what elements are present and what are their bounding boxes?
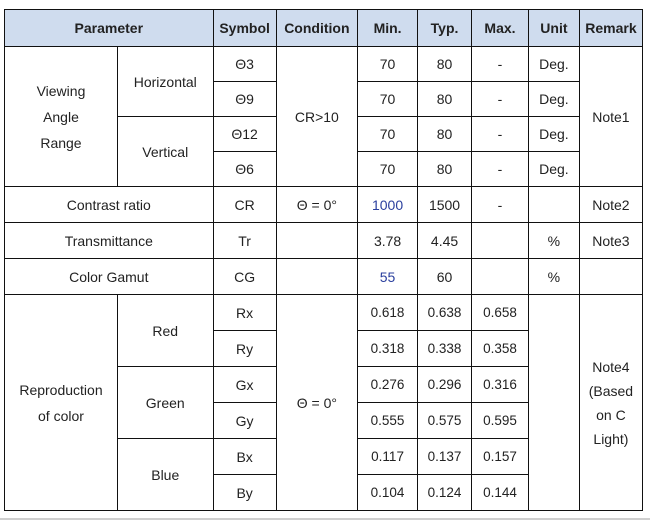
reproduction-condition: Θ = 0° [276,295,357,511]
max-cell: 0.358 [472,331,529,367]
min-cell: 0.555 [358,403,418,439]
typ-cell: 0.296 [418,367,472,403]
unit-cell [528,295,579,511]
unit-cell [528,187,579,223]
remark-cell: Note3 [579,223,642,259]
table-row [5,223,643,259]
min-cell: 55 [358,259,418,295]
header-condition: Condition [276,10,357,47]
typ-cell: 80 [418,117,472,152]
min-cell: 70 [358,117,418,152]
reproduction-remark: Note4 (Based on C Light) [579,295,642,511]
symbol-cell: Ry [213,331,276,367]
header-unit: Unit [528,10,579,47]
typ-cell: 0.338 [418,331,472,367]
max-cell: - [472,47,529,82]
viewing-remark: Note1 [579,47,642,187]
table-row [5,295,643,331]
header-max: Max. [472,10,529,47]
viewing-angle-label: Viewing Angle Range [5,47,118,187]
transmittance-label: Transmittance [5,223,214,259]
red-label: Red [117,295,213,367]
min-cell: 0.618 [358,295,418,331]
table-row [5,47,643,82]
remark-cell [579,259,642,295]
header-symbol: Symbol [213,10,276,47]
table-row [5,187,643,223]
header-min: Min. [358,10,418,47]
unit-cell: % [528,259,579,295]
max-cell: 0.157 [472,439,529,475]
symbol-cell: Gy [213,403,276,439]
typ-cell: 0.575 [418,403,472,439]
table-row [5,259,643,295]
header-remark: Remark [579,10,642,47]
header-parameter: Parameter [5,10,214,47]
max-cell: 0.316 [472,367,529,403]
unit-cell: Deg. [528,152,579,187]
min-cell: 70 [358,152,418,187]
typ-cell: 0.638 [418,295,472,331]
unit-cell: Deg. [528,117,579,152]
blue-label: Blue [117,439,213,511]
typ-cell: 80 [418,152,472,187]
symbol-cell: Bx [213,439,276,475]
typ-cell: 4.45 [418,223,472,259]
remark-cell: Note2 [579,187,642,223]
unit-cell: % [528,223,579,259]
max-cell: - [472,117,529,152]
unit-cell: Deg. [528,82,579,117]
symbol-cell: Tr [213,223,276,259]
symbol-cell: CG [213,259,276,295]
max-cell [472,223,529,259]
min-cell: 1000 [358,187,418,223]
min-cell: 70 [358,82,418,117]
header-row [5,10,643,47]
typ-cell: 0.137 [418,439,472,475]
symbol-cell: Θ6 [213,152,276,187]
typ-cell: 80 [418,82,472,117]
max-cell: - [472,82,529,117]
symbol-cell: Θ3 [213,47,276,82]
vertical-label: Vertical [117,117,213,187]
condition-cell [276,223,357,259]
condition-cell [276,259,357,295]
green-label: Green [117,367,213,439]
typ-cell: 60 [418,259,472,295]
min-cell: 0.104 [358,475,418,511]
min-cell: 0.276 [358,367,418,403]
max-cell: 0.595 [472,403,529,439]
reproduction-label: Reproduction of color [5,295,118,511]
bottom-divider [0,518,650,520]
symbol-cell: Rx [213,295,276,331]
max-cell [472,259,529,295]
horizontal-label: Horizontal [117,47,213,117]
typ-cell: 80 [418,47,472,82]
gamut-label: Color Gamut [5,259,214,295]
contrast-label: Contrast ratio [5,187,214,223]
min-cell: 70 [358,47,418,82]
max-cell: 0.144 [472,475,529,511]
max-cell: - [472,152,529,187]
typ-cell: 0.124 [418,475,472,511]
viewing-condition: CR>10 [276,47,357,187]
min-cell: 0.117 [358,439,418,475]
header-typ: Typ. [418,10,472,47]
min-cell: 0.318 [358,331,418,367]
symbol-cell: By [213,475,276,511]
optical-spec-table [4,9,643,511]
max-cell: - [472,187,529,223]
symbol-cell: Gx [213,367,276,403]
symbol-cell: CR [213,187,276,223]
min-cell: 3.78 [358,223,418,259]
condition-cell: Θ = 0° [276,187,357,223]
spec-table-container [4,9,643,511]
unit-cell: Deg. [528,47,579,82]
max-cell: 0.658 [472,295,529,331]
symbol-cell: Θ9 [213,82,276,117]
symbol-cell: Θ12 [213,117,276,152]
typ-cell: 1500 [418,187,472,223]
